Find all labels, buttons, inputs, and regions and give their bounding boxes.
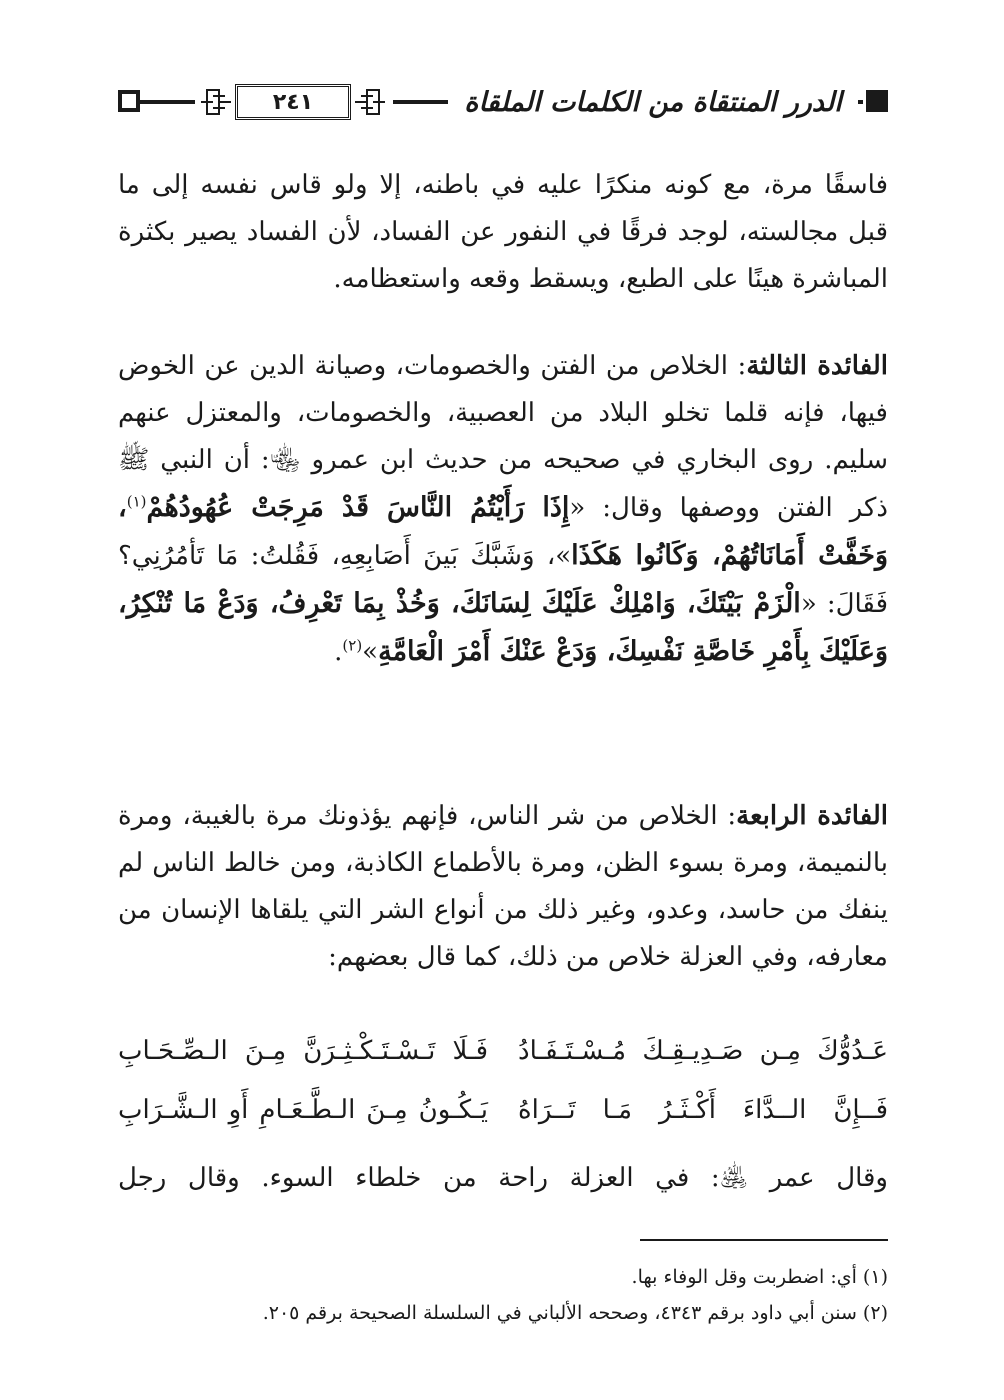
poem-verse [118, 1087, 888, 1134]
page-number-frame [193, 82, 393, 122]
section-label: الفائدة الثالثة [746, 351, 888, 381]
hadith-quote: ، وَخَفَّتْ أَمَانَاتُهُمْ، وَكَانُوا هَكَذَا [118, 492, 888, 571]
footnote-ref[interactable]: (٢) [342, 636, 363, 655]
paragraph-fourth-benefit [118, 793, 888, 981]
poem-verse [118, 1028, 888, 1075]
text-line: ما قبل مجالسته، لوجد فرقًا في النفور عن الفساد، لأن الفساد [118, 170, 888, 247]
header-ornament-left [118, 90, 140, 112]
hadith-quote: إِذَا رَأَيْتُمُ النَّاسَ قَدْ مَرِجَتْ عُهُودُهُمْ [146, 492, 570, 523]
header-ornament-right [866, 90, 888, 112]
paragraph-continued: وقال عمر ﵁: في العزلة راحة من خلطاء السوء. وقال رجل [118, 1163, 888, 1193]
text-line: فاسقًا مرة، مع كونه منكرًا عليه في باطنه، إلا ولو قاس نفسه إلى [151, 170, 889, 200]
running-header [118, 78, 888, 126]
hadith-quote: الْزَمْ بَيْتَكَ، وَامْلِكْ عَلَيْكَ لِسَانَكَ، وَخُذْ بِمَا تَعْرِفُ، وَدَعْ مَا تُنْكِرُ، وَعَلَيْكَ بِأَمْرِ خَاصَّةِ نَفْسِكَ، وَدَعْ عَنْكَ أَمْرَ الْعَامَّةِ [118, 588, 888, 667]
header-rule [140, 100, 195, 104]
paragraph-third-benefit [118, 343, 888, 676]
paragraph-text: : الخلاص من الفتن والخصومات، وصيانة الدين عن الخوض فيها، فإنه قلما تخلو البلاد من العصبية، والخصومات، والمعتزل عنهم سليم. روى البخاري في صحيحه من حديث ابن عمرو ﵄: أن النبي ﷺ ذكر الفتن ووصفها وقال: « [118, 351, 888, 523]
verse-second-hemistich: يَـكُـونُ مِـنَ الـطَّـعَـامِ أَوِ الـشَّـرَابِ [118, 1095, 488, 1125]
footnote: (١) أي: اضطربت وقل الوفاء بها. [631, 1266, 888, 1288]
verse-second-hemistich: فَـلَا تَـسْـتَـكْـثِـرَنَّ مِـنَ الـصِّـحَـابِ [118, 1036, 488, 1066]
paragraph-text: » [362, 637, 379, 667]
text-line: يصير بكثرة المباشرة هينًا على الطبع، ويسقط وقعه واستعظامه. [118, 217, 888, 294]
paragraph-text: : الخلاص من شر الناس، فإنهم يؤذونك مرة بالغيبة، ومرة بالنميمة، ومرة بسوء الظن، ومرة بالأطماع الكاذبة، ومن خالط الناس لم ينفك من حاسد، وعدو، وغير ذلك من أنواع الشر التي يلقاها الإنسان من معارفه، وفي العزلة خلاص من ذلك، كما قال بعضهم: [118, 801, 888, 972]
footnote: (٢) سنن أبي داود برقم ٤٣٤٣، وصححه الألباني في السلسلة الصحيحة برقم ٢٠٥. [262, 1302, 888, 1324]
verse-first-hemistich: فَــإِنَّ الــدَّاءَ أَكْـثَـرُ مَـا تَــرَاهُ [518, 1095, 888, 1125]
verse-first-hemistich: عَـدُوُّكَ مِـن صَـدِيـقِـكَ مُـسْـتَـفَـادُ [518, 1036, 888, 1066]
footnote-separator [640, 1239, 888, 1241]
book-title: الدرر المنتقاة من الكلمات الملقاة [448, 78, 858, 126]
paragraph-continuation [118, 162, 888, 303]
paragraph-text: »، وَشَبَّكَ بَينَ أَصَابِعِهِ، فَقُلتُ: مَا تَأمُرُنِي؟ فَقَالَ: « [118, 541, 888, 619]
frame-knot-left [193, 82, 231, 122]
paragraph-text: . [334, 637, 343, 667]
section-label: الفائدة الرابعة [736, 801, 888, 831]
frame-knot-right [355, 82, 393, 122]
footnote-ref[interactable]: (١) [126, 492, 147, 511]
page-number: ٢٤١ [235, 84, 351, 120]
